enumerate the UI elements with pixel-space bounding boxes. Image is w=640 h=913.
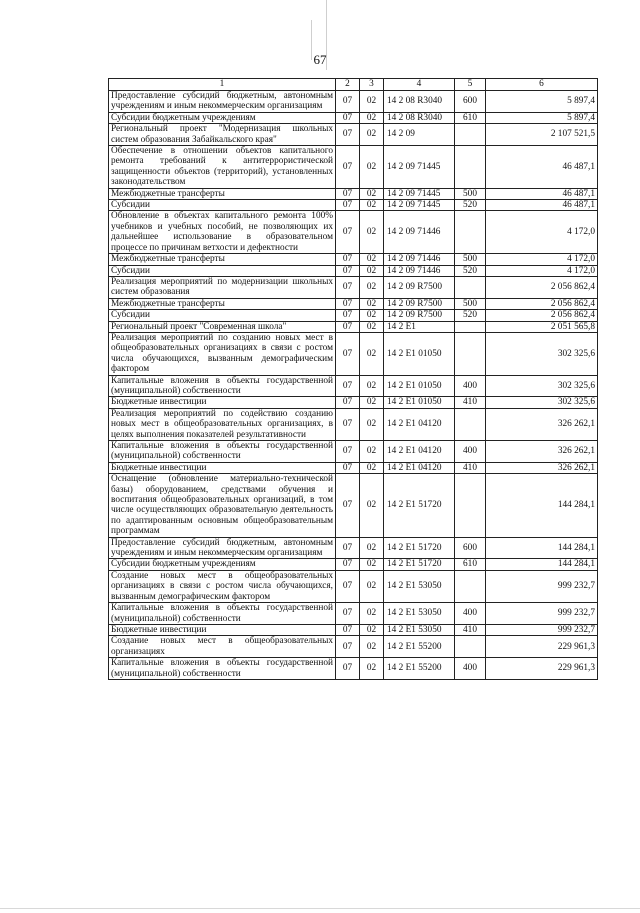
table-row bbox=[109, 570, 598, 602]
row-name-cell: Субсидии bbox=[109, 200, 336, 211]
table-row bbox=[109, 603, 598, 625]
row-subsection-cell: 02 bbox=[360, 298, 384, 309]
row-amount-cell: 999 232,7 bbox=[486, 570, 598, 602]
row-name-cell: Субсидии bbox=[109, 310, 336, 321]
row-section-cell: 07 bbox=[336, 265, 360, 276]
row-target-article-cell: 14 2 09 71446 bbox=[384, 211, 455, 254]
column-header-section: 2 bbox=[336, 79, 360, 91]
row-name-cell: Субсидии бюджетным учреждениям bbox=[109, 112, 336, 123]
row-name-cell: Субсидии bbox=[109, 265, 336, 276]
row-subsection-cell: 02 bbox=[360, 537, 384, 559]
row-section-cell: 07 bbox=[336, 321, 360, 332]
table-row bbox=[109, 375, 598, 397]
row-subsection-cell: 02 bbox=[360, 276, 384, 298]
row-section-cell: 07 bbox=[336, 188, 360, 199]
row-amount-cell: 144 284,1 bbox=[486, 474, 598, 537]
table-row bbox=[109, 397, 598, 408]
row-subsection-cell: 02 bbox=[360, 332, 384, 375]
row-amount-cell: 144 284,1 bbox=[486, 559, 598, 570]
row-section-cell: 07 bbox=[336, 408, 360, 440]
table-row bbox=[109, 124, 598, 146]
row-target-article-cell: 14 2 E1 04120 bbox=[384, 462, 455, 473]
row-subsection-cell: 02 bbox=[360, 91, 384, 113]
table-row bbox=[109, 332, 598, 375]
row-expense-type-cell bbox=[455, 124, 486, 146]
row-expense-type-cell: 410 bbox=[455, 462, 486, 473]
row-expense-type-cell: 400 bbox=[455, 375, 486, 397]
row-expense-type-cell: 610 bbox=[455, 559, 486, 570]
row-target-article-cell: 14 2 09 71445 bbox=[384, 146, 455, 189]
table-row bbox=[109, 276, 598, 298]
row-name-cell: Реализация мероприятий по содействию созданию новых мест в общеобразовательных организациях, в целях выполнения показателей результативности bbox=[109, 408, 336, 440]
row-subsection-cell: 02 bbox=[360, 658, 384, 680]
row-expense-type-cell bbox=[455, 474, 486, 537]
row-name-cell: Межбюджетные трансферты bbox=[109, 298, 336, 309]
row-target-article-cell: 14 2 08 R3040 bbox=[384, 91, 455, 113]
row-section-cell: 07 bbox=[336, 537, 360, 559]
row-name-cell: Региональный проект "Современная школа" bbox=[109, 321, 336, 332]
table-row bbox=[109, 441, 598, 463]
row-target-article-cell: 14 2 E1 bbox=[384, 321, 455, 332]
row-expense-type-cell: 600 bbox=[455, 537, 486, 559]
row-amount-cell: 302 325,6 bbox=[486, 397, 598, 408]
row-subsection-cell: 02 bbox=[360, 188, 384, 199]
row-amount-cell: 4 172,0 bbox=[486, 265, 598, 276]
row-expense-type-cell: 410 bbox=[455, 397, 486, 408]
row-section-cell: 07 bbox=[336, 570, 360, 602]
row-amount-cell: 229 961,3 bbox=[486, 658, 598, 680]
table-row bbox=[109, 188, 598, 199]
row-name-cell: Бюджетные инвестиции bbox=[109, 397, 336, 408]
budget-table bbox=[108, 78, 598, 680]
column-header-name: 1 bbox=[109, 79, 336, 91]
row-expense-type-cell: 410 bbox=[455, 624, 486, 635]
row-target-article-cell: 14 2 08 R3040 bbox=[384, 112, 455, 123]
row-expense-type-cell bbox=[455, 276, 486, 298]
budget-table-container bbox=[108, 78, 598, 680]
row-subsection-cell: 02 bbox=[360, 254, 384, 265]
row-expense-type-cell: 520 bbox=[455, 265, 486, 276]
row-expense-type-cell bbox=[455, 570, 486, 602]
row-section-cell: 07 bbox=[336, 124, 360, 146]
page-number: 67 bbox=[313, 52, 327, 67]
row-section-cell: 07 bbox=[336, 636, 360, 658]
row-name-cell: Субсидии бюджетным учреждениям bbox=[109, 559, 336, 570]
row-section-cell: 07 bbox=[336, 276, 360, 298]
row-target-article-cell: 14 2 E1 53050 bbox=[384, 603, 455, 625]
row-section-cell: 07 bbox=[336, 474, 360, 537]
row-target-article-cell: 14 2 E1 51720 bbox=[384, 474, 455, 537]
row-expense-type-cell: 400 bbox=[455, 441, 486, 463]
row-section-cell: 07 bbox=[336, 375, 360, 397]
table-row bbox=[109, 474, 598, 537]
row-subsection-cell: 02 bbox=[360, 462, 384, 473]
row-subsection-cell: 02 bbox=[360, 112, 384, 123]
row-amount-cell: 326 262,1 bbox=[486, 462, 598, 473]
column-header-subsection: 3 bbox=[360, 79, 384, 91]
table-row bbox=[109, 146, 598, 189]
row-subsection-cell: 02 bbox=[360, 624, 384, 635]
row-expense-type-cell: 600 bbox=[455, 91, 486, 113]
row-name-cell: Создание новых мест в общеобразовательных организациях в связи с ростом числа обучающихся, вызванным демографическим фактором bbox=[109, 570, 336, 602]
row-target-article-cell: 14 2 09 bbox=[384, 124, 455, 146]
table-row bbox=[109, 408, 598, 440]
row-subsection-cell: 02 bbox=[360, 397, 384, 408]
row-amount-cell: 229 961,3 bbox=[486, 636, 598, 658]
column-header-expense-type: 5 bbox=[455, 79, 486, 91]
row-subsection-cell: 02 bbox=[360, 441, 384, 463]
row-subsection-cell: 02 bbox=[360, 310, 384, 321]
row-name-cell: Реализация мероприятий по модернизации школьных систем образования bbox=[109, 276, 336, 298]
row-target-article-cell: 14 2 E1 01050 bbox=[384, 375, 455, 397]
table-row bbox=[109, 636, 598, 658]
row-amount-cell: 5 897,4 bbox=[486, 91, 598, 113]
row-subsection-cell: 02 bbox=[360, 124, 384, 146]
row-target-article-cell: 14 2 09 71445 bbox=[384, 188, 455, 199]
row-expense-type-cell: 400 bbox=[455, 603, 486, 625]
row-expense-type-cell bbox=[455, 332, 486, 375]
row-amount-cell: 326 262,1 bbox=[486, 408, 598, 440]
row-expense-type-cell bbox=[455, 321, 486, 332]
row-target-article-cell: 14 2 E1 04120 bbox=[384, 408, 455, 440]
row-expense-type-cell: 500 bbox=[455, 188, 486, 199]
row-amount-cell: 2 051 565,8 bbox=[486, 321, 598, 332]
row-subsection-cell: 02 bbox=[360, 408, 384, 440]
row-expense-type-cell bbox=[455, 146, 486, 189]
table-row bbox=[109, 265, 598, 276]
row-amount-cell: 999 232,7 bbox=[486, 624, 598, 635]
row-section-cell: 07 bbox=[336, 559, 360, 570]
row-name-cell: Капитальные вложения в объекты государственной (муниципальной) собственности bbox=[109, 603, 336, 625]
table-row bbox=[109, 462, 598, 473]
row-target-article-cell: 14 2 09 R7500 bbox=[384, 276, 455, 298]
row-amount-cell: 46 487,1 bbox=[486, 188, 598, 199]
row-amount-cell: 302 325,6 bbox=[486, 375, 598, 397]
row-subsection-cell: 02 bbox=[360, 636, 384, 658]
table-row bbox=[109, 658, 598, 680]
row-name-cell: Обновление в объектах капитального ремонта 100% учебников и учебных пособий, не позволяющих их дальнейшее использование в образовательном процессе по причинам ветхости и дефектности bbox=[109, 211, 336, 254]
table-row bbox=[109, 537, 598, 559]
table-header-row bbox=[109, 79, 598, 91]
row-section-cell: 07 bbox=[336, 146, 360, 189]
row-expense-type-cell bbox=[455, 211, 486, 254]
row-target-article-cell: 14 2 09 R7500 bbox=[384, 298, 455, 309]
row-section-cell: 07 bbox=[336, 603, 360, 625]
table-row bbox=[109, 254, 598, 265]
row-expense-type-cell: 520 bbox=[455, 200, 486, 211]
row-section-cell: 07 bbox=[336, 332, 360, 375]
row-section-cell: 07 bbox=[336, 200, 360, 211]
row-section-cell: 07 bbox=[336, 112, 360, 123]
row-target-article-cell: 14 2 09 71445 bbox=[384, 200, 455, 211]
row-amount-cell: 4 172,0 bbox=[486, 211, 598, 254]
row-name-cell: Межбюджетные трансферты bbox=[109, 254, 336, 265]
row-amount-cell: 2 056 862,4 bbox=[486, 310, 598, 321]
row-section-cell: 07 bbox=[336, 254, 360, 265]
row-expense-type-cell: 520 bbox=[455, 310, 486, 321]
row-expense-type-cell: 400 bbox=[455, 658, 486, 680]
row-subsection-cell: 02 bbox=[360, 200, 384, 211]
row-target-article-cell: 14 2 09 71446 bbox=[384, 265, 455, 276]
row-target-article-cell: 14 2 E1 51720 bbox=[384, 537, 455, 559]
row-name-cell: Оснащение (обновление материально-технической базы) оборудованием, средствами обучения и воспитания общеобразовательных организаций, в том числе осуществляющих образовательную деятельность по адаптированным основным общеобразовательным программам bbox=[109, 474, 336, 537]
row-section-cell: 07 bbox=[336, 441, 360, 463]
column-header-target-article: 4 bbox=[384, 79, 455, 91]
row-target-article-cell: 14 2 E1 55200 bbox=[384, 636, 455, 658]
row-target-article-cell: 14 2 E1 01050 bbox=[384, 397, 455, 408]
row-name-cell: Бюджетные инвестиции bbox=[109, 624, 336, 635]
row-target-article-cell: 14 2 E1 51720 bbox=[384, 559, 455, 570]
table-row bbox=[109, 112, 598, 123]
row-amount-cell: 4 172,0 bbox=[486, 254, 598, 265]
row-amount-cell: 46 487,1 bbox=[486, 146, 598, 189]
row-name-cell: Предоставление субсидий бюджетным, автономным учреждениям и иным некоммерческим организациям bbox=[109, 537, 336, 559]
row-name-cell: Бюджетные инвестиции bbox=[109, 462, 336, 473]
row-amount-cell: 46 487,1 bbox=[486, 200, 598, 211]
table-row bbox=[109, 211, 598, 254]
table-row bbox=[109, 310, 598, 321]
row-expense-type-cell: 500 bbox=[455, 298, 486, 309]
row-expense-type-cell: 610 bbox=[455, 112, 486, 123]
row-name-cell: Предоставление субсидий бюджетным, автономным учреждениям и иным некоммерческим организациям bbox=[109, 91, 336, 113]
row-amount-cell: 2 056 862,4 bbox=[486, 298, 598, 309]
row-expense-type-cell bbox=[455, 636, 486, 658]
row-subsection-cell: 02 bbox=[360, 559, 384, 570]
row-section-cell: 07 bbox=[336, 211, 360, 254]
row-target-article-cell: 14 2 E1 53050 bbox=[384, 624, 455, 635]
row-section-cell: 07 bbox=[336, 624, 360, 635]
row-section-cell: 07 bbox=[336, 658, 360, 680]
row-name-cell: Региональный проект "Модернизация школьных систем образования Забайкальского края" bbox=[109, 124, 336, 146]
row-name-cell: Капитальные вложения в объекты государственной (муниципальной) собственности bbox=[109, 658, 336, 680]
table-row bbox=[109, 91, 598, 113]
table-row bbox=[109, 298, 598, 309]
table-row bbox=[109, 624, 598, 635]
table-row bbox=[109, 559, 598, 570]
row-target-article-cell: 14 2 09 R7500 bbox=[384, 310, 455, 321]
row-name-cell: Капитальные вложения в объекты государственной (муниципальной) собственности bbox=[109, 375, 336, 397]
row-subsection-cell: 02 bbox=[360, 321, 384, 332]
row-amount-cell: 2 107 521,5 bbox=[486, 124, 598, 146]
row-target-article-cell: 14 2 E1 01050 bbox=[384, 332, 455, 375]
row-expense-type-cell: 500 bbox=[455, 254, 486, 265]
row-amount-cell: 5 897,4 bbox=[486, 112, 598, 123]
row-amount-cell: 302 325,6 bbox=[486, 332, 598, 375]
row-subsection-cell: 02 bbox=[360, 146, 384, 189]
row-section-cell: 07 bbox=[336, 462, 360, 473]
row-target-article-cell: 14 2 E1 55200 bbox=[384, 658, 455, 680]
row-subsection-cell: 02 bbox=[360, 570, 384, 602]
table-row bbox=[109, 200, 598, 211]
row-subsection-cell: 02 bbox=[360, 211, 384, 254]
row-subsection-cell: 02 bbox=[360, 375, 384, 397]
row-name-cell: Капитальные вложения в объекты государственной (муниципальной) собственности bbox=[109, 441, 336, 463]
row-name-cell: Реализация мероприятий по созданию новых мест в общеобразовательных организациях в связи с ростом числа обучающихся, вызванным демографическим фактором bbox=[109, 332, 336, 375]
row-name-cell: Создание новых мест в общеобразовательных организациях bbox=[109, 636, 336, 658]
row-subsection-cell: 02 bbox=[360, 474, 384, 537]
row-name-cell: Межбюджетные трансферты bbox=[109, 188, 336, 199]
row-target-article-cell: 14 2 E1 04120 bbox=[384, 441, 455, 463]
row-section-cell: 07 bbox=[336, 310, 360, 321]
row-amount-cell: 999 232,7 bbox=[486, 603, 598, 625]
row-section-cell: 07 bbox=[336, 298, 360, 309]
row-target-article-cell: 14 2 09 71446 bbox=[384, 254, 455, 265]
row-subsection-cell: 02 bbox=[360, 265, 384, 276]
row-expense-type-cell bbox=[455, 408, 486, 440]
row-target-article-cell: 14 2 E1 53050 bbox=[384, 570, 455, 602]
row-section-cell: 07 bbox=[336, 397, 360, 408]
scan-bottom-edge bbox=[0, 908, 640, 909]
table-row bbox=[109, 321, 598, 332]
column-header-amount: 6 bbox=[486, 79, 598, 91]
row-amount-cell: 326 262,1 bbox=[486, 441, 598, 463]
table-body bbox=[109, 91, 598, 680]
row-amount-cell: 2 056 862,4 bbox=[486, 276, 598, 298]
row-name-cell: Обеспечение в отношении объектов капитального ремонта требований к антитеррористической защищенности объектов (территорий), установленных законодательством bbox=[109, 146, 336, 189]
row-subsection-cell: 02 bbox=[360, 603, 384, 625]
row-amount-cell: 144 284,1 bbox=[486, 537, 598, 559]
row-section-cell: 07 bbox=[336, 91, 360, 113]
